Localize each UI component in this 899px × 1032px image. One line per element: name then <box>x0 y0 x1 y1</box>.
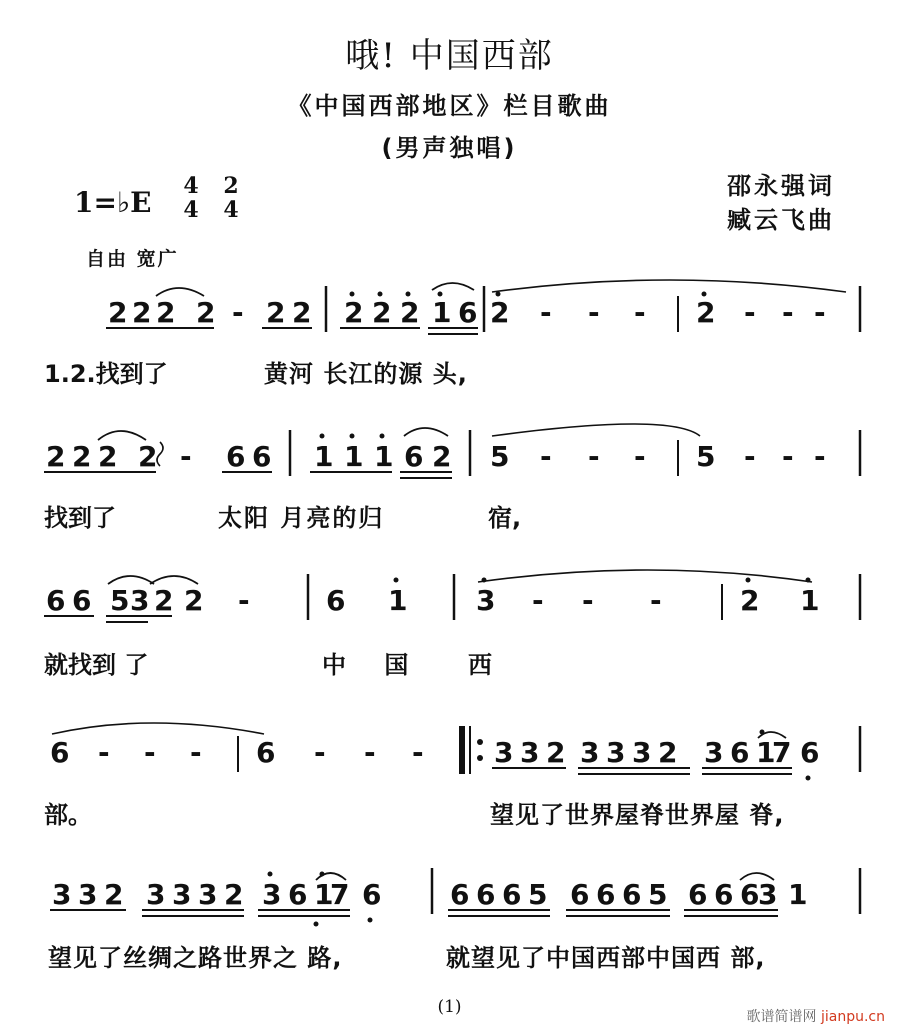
note: - <box>190 736 202 769</box>
note: 5 <box>528 878 548 911</box>
note: - <box>634 440 646 473</box>
tempo-marking: 自由 宽广 <box>86 248 179 270</box>
time-signature-4-4: 4 4 <box>183 173 199 223</box>
note: 3 <box>632 736 652 769</box>
note: 2 <box>72 440 92 473</box>
lyric-line-3c: 西 <box>468 651 492 679</box>
lyric-line-4a: 部。 <box>44 801 92 829</box>
note: 1 <box>374 440 394 473</box>
note: 5 <box>696 440 716 473</box>
note: 2 <box>184 584 204 617</box>
note: 5 <box>648 878 668 911</box>
note: 2 <box>292 296 312 329</box>
note: 3 <box>520 736 540 769</box>
note: 6 <box>596 878 616 911</box>
note: 2 <box>546 736 566 769</box>
note: - <box>814 440 826 473</box>
note: 6 <box>800 736 820 769</box>
note: 3 <box>476 584 496 617</box>
note: 6 <box>730 736 750 769</box>
note: 6 <box>256 736 276 769</box>
note: 6 <box>450 878 470 911</box>
note: 6 <box>362 878 382 911</box>
note: 6 <box>622 878 642 911</box>
note: 2 <box>98 440 118 473</box>
lyric-line-2b: 太阳 月亮的归 <box>218 504 385 532</box>
note: 3 <box>172 878 192 911</box>
note: 3 <box>78 878 98 911</box>
note: - <box>744 440 756 473</box>
note: 3 <box>580 736 600 769</box>
lyric-line-1b: 黄河 长江的源 头, <box>264 360 468 388</box>
note: - <box>314 736 326 769</box>
note: - <box>532 584 544 617</box>
note: 7 <box>330 878 350 911</box>
lyric-line-1a: 1.2.找到了 <box>44 360 168 388</box>
lyric-line-2c: 宿, <box>488 504 522 532</box>
note: 1 <box>344 440 364 473</box>
note: 3 <box>146 878 166 911</box>
watermark-text: 歌谱简谱网 <box>746 1009 817 1025</box>
note: - <box>650 584 662 617</box>
watermark-url: jianpu.cn <box>820 1009 885 1025</box>
note: 3 <box>758 878 778 911</box>
note: 2 <box>372 296 392 329</box>
note: - <box>782 296 794 329</box>
voice-type: (男声独唱) <box>381 134 518 162</box>
note: 2 <box>400 296 420 329</box>
lyric-line-3a: 就找到 了 <box>44 651 149 679</box>
note: 2 <box>104 878 124 911</box>
watermark <box>747 1006 885 1026</box>
note: - <box>232 296 244 329</box>
note: 2 <box>658 736 678 769</box>
note: 2 <box>740 584 760 617</box>
note: 1 <box>788 878 808 911</box>
note: 1 <box>432 296 452 329</box>
note: 3 <box>494 736 514 769</box>
note: 6 <box>458 296 478 329</box>
note: - <box>98 736 110 769</box>
note: 2 <box>344 296 364 329</box>
note: - <box>238 584 250 617</box>
lyric-line-5a: 望见了丝绸之路世界之 路, <box>48 944 343 972</box>
note: - <box>144 736 156 769</box>
page-number: (1) <box>437 997 462 1017</box>
note: 6 <box>570 878 590 911</box>
note: 2 <box>132 296 152 329</box>
note: - <box>540 440 552 473</box>
note: 6 <box>326 584 346 617</box>
note: - <box>364 736 376 769</box>
lyric-line-3b: 中 国 <box>322 651 409 679</box>
lyric-line-4b: 望见了世界屋脊世界屋 脊, <box>490 801 785 829</box>
note: 6 <box>252 440 272 473</box>
lyric-line-2a: 找到了 <box>44 504 116 532</box>
note: 6 <box>502 878 522 911</box>
song-title: 哦! 中国西部 <box>345 36 554 76</box>
note: 6 <box>476 878 496 911</box>
lyric-line-5b: 就望见了中国西部中国西 部, <box>446 944 766 972</box>
note: 5 <box>490 440 510 473</box>
note: - <box>588 296 600 329</box>
note: 2 <box>224 878 244 911</box>
note: 3 <box>262 878 282 911</box>
note: - <box>634 296 646 329</box>
note: 2 <box>696 296 716 329</box>
note: 2 <box>266 296 286 329</box>
note: 6 <box>688 878 708 911</box>
note: 2 <box>138 440 158 473</box>
note: - <box>582 584 594 617</box>
time-signature-2-4: 2 4 <box>223 173 239 223</box>
note: 6 <box>226 440 246 473</box>
lyricist-credit: 邵永强词 <box>727 172 835 200</box>
note: 2 <box>46 440 66 473</box>
note: 2 <box>432 440 452 473</box>
note: 1 <box>388 584 408 617</box>
song-subtitle: 《中国西部地区》栏目歌曲 <box>287 92 612 120</box>
composer-credit: 臧云飞曲 <box>727 206 835 234</box>
note: 3 <box>198 878 218 911</box>
note: - <box>412 736 424 769</box>
note: - <box>180 440 192 473</box>
note: 3 <box>606 736 626 769</box>
note: - <box>588 440 600 473</box>
note: - <box>540 296 552 329</box>
note: 2 <box>156 296 176 329</box>
note: 6 <box>72 584 92 617</box>
note: - <box>744 296 756 329</box>
staff-row-4 <box>50 723 860 781</box>
note: 2 <box>196 296 216 329</box>
note: 6 <box>714 878 734 911</box>
note: 1 <box>800 584 820 617</box>
note: 5 <box>110 584 130 617</box>
note: 7 <box>772 736 792 769</box>
note: 3 <box>52 878 72 911</box>
note: 2 <box>108 296 128 329</box>
note: 3 <box>704 736 724 769</box>
note: 1 <box>756 736 776 769</box>
staff-row-2 <box>44 424 860 478</box>
staff-row-3 <box>44 570 860 622</box>
note: - <box>814 296 826 329</box>
note: - <box>782 440 794 473</box>
note: 6 <box>50 736 70 769</box>
key-signature: 1=♭E <box>74 186 152 219</box>
staff-row-5 <box>50 868 860 927</box>
note: 1 <box>314 440 334 473</box>
note: 6 <box>404 440 424 473</box>
note: 1 <box>314 878 334 911</box>
staff-row-1 <box>106 280 860 334</box>
note: 2 <box>154 584 174 617</box>
note: 3 <box>130 584 150 617</box>
note: 6 <box>46 584 66 617</box>
note: 6 <box>288 878 308 911</box>
note: 6 <box>740 878 760 911</box>
note: 2 <box>490 296 510 329</box>
